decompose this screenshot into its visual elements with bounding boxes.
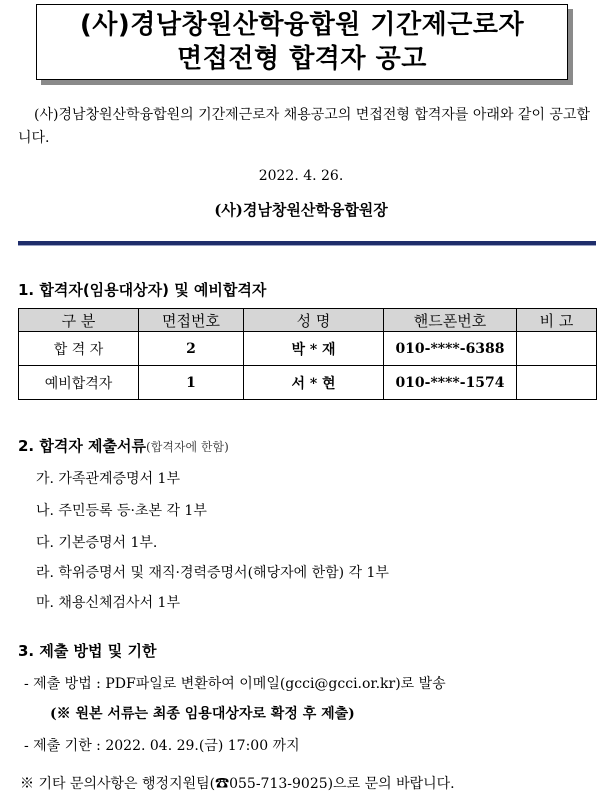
divider [18, 241, 596, 246]
submission-method-note: (※ 원본 서류는 최종 임용대상자로 확정 후 제출) [50, 706, 355, 722]
intro-paragraph: (사)경남창원산학융합원의 기간제근로자 채용공고의 면접전형 합격자를 아래와 같이 공고합니다. [18, 107, 590, 146]
footer-note: ※ 기타 문의사항은 행정지원팀(☎055-713-9025)으로 문의 바랍니다. [20, 776, 455, 792]
table-row [19, 366, 597, 400]
col-note: 비 고 [517, 309, 597, 332]
list-item: 가. 가족관계증명서 1부 [36, 471, 180, 487]
organization-signature: (사)경남창원산학융합원장 [214, 201, 388, 219]
page-title-line1: (사)경남창원산학융합원 기간제근로자 [79, 10, 525, 40]
col-number: 면접번호 [139, 309, 244, 332]
cell-category: 합 격 자 [19, 332, 139, 366]
results-table [18, 308, 597, 400]
col-name: 성 명 [244, 309, 384, 332]
list-item: 나. 주민등록 등·초본 각 1부 [36, 503, 207, 519]
cell-category: 예비합격자 [19, 366, 139, 400]
col-phone: 핸드폰번호 [384, 309, 517, 332]
table-row [19, 332, 597, 366]
cell-note [517, 366, 597, 400]
section2-title: 2. 합격자 제출서류 [18, 437, 147, 455]
section3-heading: 3. 제출 방법 및 기한 [18, 642, 157, 660]
cell-name: 박 * 재 [244, 332, 384, 366]
cell-phone: 010-****-1574 [384, 366, 517, 400]
submission-method: - 제출 방법 : PDF파일로 변환하여 이메일(gcci@gcci.or.kr)로 발송 [24, 676, 446, 692]
list-item: 라. 학위증명서 및 재직·경력증명서(해당자에 한함) 각 1부 [36, 565, 389, 581]
cell-number: 1 [139, 366, 244, 400]
cell-name: 서 * 현 [244, 366, 384, 400]
table-header-row [19, 309, 597, 332]
submission-deadline: - 제출 기한 : 2022. 04. 29.(금) 17:00 까지 [24, 738, 300, 754]
list-item: 마. 채용신체검사서 1부 [36, 595, 180, 611]
cell-number: 2 [139, 332, 244, 366]
cell-phone: 010-****-6388 [384, 332, 517, 366]
section2-subtitle: (합격자에 한함) [146, 440, 229, 454]
list-item: 다. 기본증명서 1부. [36, 535, 158, 551]
section2-heading [18, 435, 229, 456]
section1-heading: 1. 합격자(임용대상자) 및 예비합격자 [18, 281, 267, 299]
announce-date: 2022. 4. 26. [258, 168, 344, 184]
page-title-line2: 면접전형 합격자 공고 [177, 44, 427, 74]
title-box [36, 4, 568, 80]
cell-note [517, 332, 597, 366]
col-category: 구 분 [19, 309, 139, 332]
